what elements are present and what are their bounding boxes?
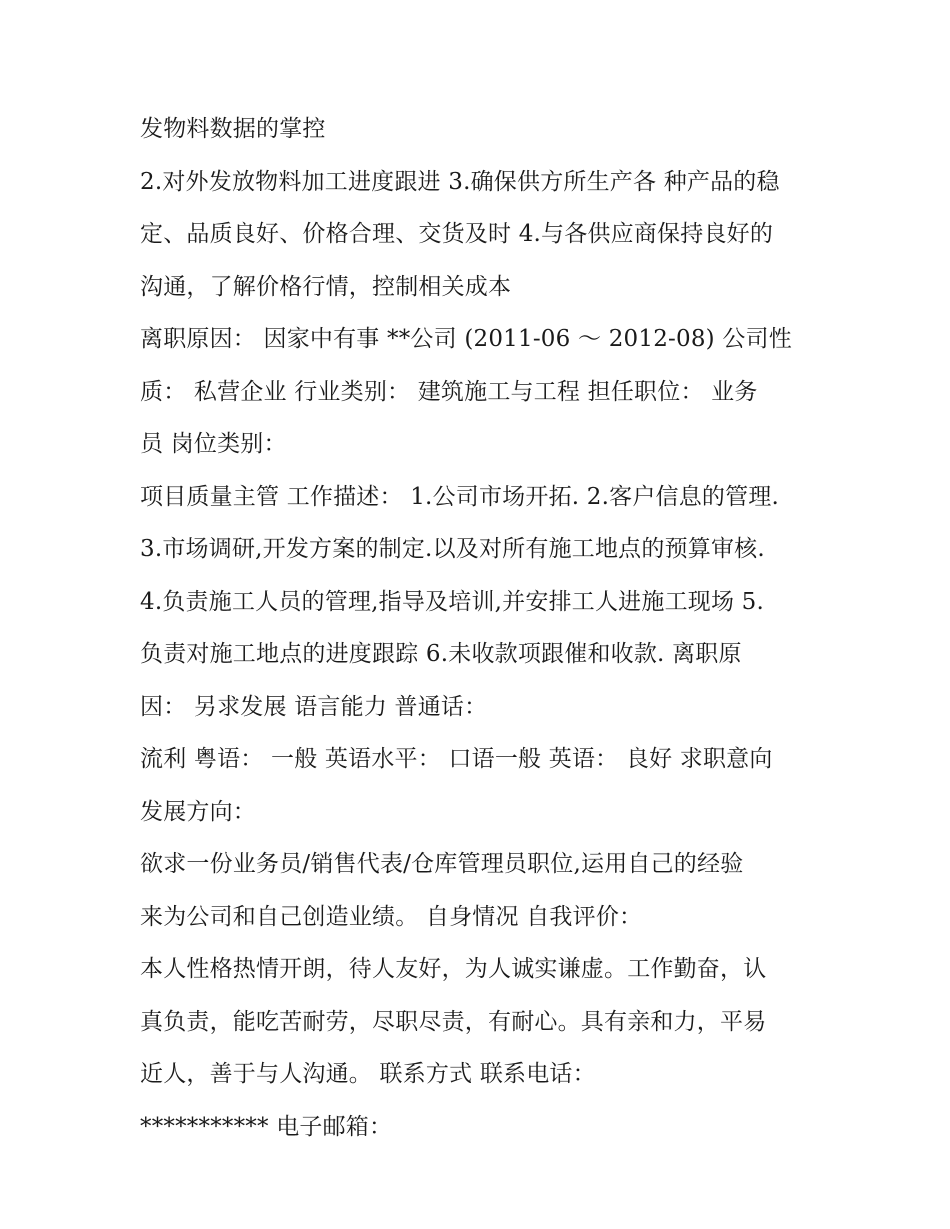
- text-line: 发展方向：: [140, 798, 256, 825]
- document-body: [140, 111, 820, 1161]
- text-line: 近人，善于与人沟通。 联系方式 联系电话：: [140, 1061, 596, 1087]
- text-line: *********** 电子邮箱：: [140, 1113, 393, 1140]
- text-line: 质： 私营企业 行业类别： 建筑施工与工程 担任职位： 业务: [140, 378, 758, 405]
- text-line: 离职原因： 因家中有事 **公司 (2011-06 ～ 2012-08) 公司性: [140, 326, 792, 352]
- text-line: 2.对外发放物料加工进度跟进 3.确保供方所生产各 种产品的稳: [140, 168, 780, 195]
- text-line: 沟通，了解价格行情，控制相关成本: [140, 273, 512, 300]
- text-line: 来为公司和自己创造业绩。 自身情况 自我评价：: [140, 903, 643, 930]
- text-line: 本人性格热情开朗，待人友好，为人诚实谦虚。工作勤奋，认: [140, 956, 767, 982]
- text-line: 欲求一份业务员/销售代表/仓库管理员职位,运用自己的经验: [140, 851, 744, 877]
- text-line: 负责对施工地点的进度跟踪 6.未收款项跟催和收款. 离职原: [140, 641, 742, 667]
- text-line: 3.市场调研,开发方案的制定.以及对所有施工地点的预算审核.: [140, 536, 765, 562]
- text-line: 真负责，能吃苦耐劳，尽职尽责，有耐心。具有亲和力，平易: [140, 1008, 767, 1035]
- text-line: 项目质量主管 工作描述： 1.公司市场开拓. 2.客户信息的管理.: [140, 483, 780, 510]
- text-line: 定、品质良好、价格合理、交货及时 4.与各供应商保持良好的: [140, 221, 774, 247]
- text-line: 发物料数据的掌控: [140, 116, 326, 142]
- text-line: 因： 另求发展 语言能力 普通话：: [140, 693, 488, 720]
- text-line: 员 岗位类别：: [140, 431, 287, 457]
- text-line: 流利 粤语： 一般 英语水平： 口语一般 英语： 良好 求职意向: [140, 746, 773, 772]
- text-line: 4.负责施工人员的管理,指导及培训,并安排工人进施工现场 5.: [140, 588, 765, 615]
